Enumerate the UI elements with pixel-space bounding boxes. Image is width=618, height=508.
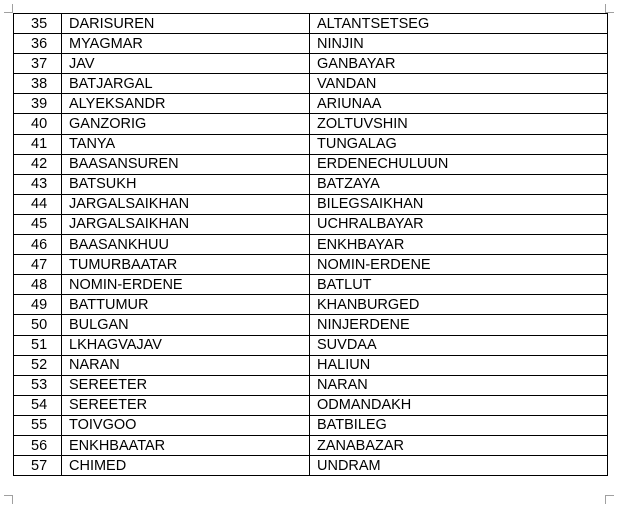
row-number-cell[interactable]: 52 [14,355,62,375]
table-row [14,194,608,214]
row-number-cell[interactable]: 50 [14,315,62,335]
first-name-cell[interactable]: BAASANKHUU [62,235,310,255]
second-name-cell[interactable]: HALIUN [310,355,608,375]
first-name-cell[interactable]: SEREETER [62,395,310,415]
second-name-cell[interactable]: ENKHBAYAR [310,235,608,255]
table-row [14,435,608,455]
row-number-cell[interactable]: 53 [14,375,62,395]
first-name-cell[interactable]: NOMIN-ERDENE [62,275,310,295]
row-number-cell[interactable]: 44 [14,194,62,214]
page-corner-mark-bottom-right [605,495,614,504]
table-row [14,34,608,54]
first-name-cell[interactable]: BATJARGAL [62,74,310,94]
first-name-cell[interactable]: BATSUKH [62,174,310,194]
table-row [14,295,608,315]
first-name-cell[interactable]: JARGALSAIKHAN [62,214,310,234]
first-name-cell[interactable]: LKHAGVAJAV [62,335,310,355]
names-table-body [14,14,608,476]
table-row [14,335,608,355]
table-row [14,415,608,435]
table-row [14,214,608,234]
first-name-cell[interactable]: BULGAN [62,315,310,335]
second-name-cell[interactable]: SUVDAA [310,335,608,355]
first-name-cell[interactable]: JAV [62,54,310,74]
first-name-cell[interactable]: DARISUREN [62,14,310,34]
first-name-cell[interactable]: GANZORIG [62,114,310,134]
table-row [14,395,608,415]
second-name-cell[interactable]: UNDRAM [310,456,608,476]
first-name-cell[interactable]: BAASANSUREN [62,154,310,174]
table-row [14,114,608,134]
second-name-cell[interactable]: BATBILEG [310,415,608,435]
table-row [14,174,608,194]
row-number-cell[interactable]: 39 [14,94,62,114]
second-name-cell[interactable]: ERDENECHULUUN [310,154,608,174]
first-name-cell[interactable]: ENKHBAATAR [62,435,310,455]
row-number-cell[interactable]: 43 [14,174,62,194]
table-row [14,54,608,74]
table-row [14,275,608,295]
row-number-cell[interactable]: 56 [14,435,62,455]
first-name-cell[interactable]: TANYA [62,134,310,154]
row-number-cell[interactable]: 55 [14,415,62,435]
second-name-cell[interactable]: ZANABAZAR [310,435,608,455]
row-number-cell[interactable]: 41 [14,134,62,154]
row-number-cell[interactable]: 48 [14,275,62,295]
second-name-cell[interactable]: NOMIN-ERDENE [310,255,608,275]
row-number-cell[interactable]: 51 [14,335,62,355]
table-row [14,14,608,34]
table-row [14,94,608,114]
page-corner-mark-top-left [4,4,13,13]
page-corner-mark-top-right [605,4,614,13]
row-number-cell[interactable]: 42 [14,154,62,174]
page-corner-mark-bottom-left [4,495,13,504]
row-number-cell[interactable]: 49 [14,295,62,315]
second-name-cell[interactable]: TUNGALAG [310,134,608,154]
table-row [14,456,608,476]
row-number-cell[interactable]: 45 [14,214,62,234]
table-row [14,315,608,335]
table-row [14,355,608,375]
row-number-cell[interactable]: 35 [14,14,62,34]
first-name-cell[interactable]: JARGALSAIKHAN [62,194,310,214]
second-name-cell[interactable]: KHANBURGED [310,295,608,315]
row-number-cell[interactable]: 40 [14,114,62,134]
first-name-cell[interactable]: CHIMED [62,456,310,476]
first-name-cell[interactable]: ALYEKSANDR [62,94,310,114]
second-name-cell[interactable]: ARIUNAA [310,94,608,114]
row-number-cell[interactable]: 38 [14,74,62,94]
table-row [14,255,608,275]
table-row [14,235,608,255]
table-row [14,154,608,174]
second-name-cell[interactable]: BILEGSAIKHAN [310,194,608,214]
first-name-cell[interactable]: SEREETER [62,375,310,395]
first-name-cell[interactable]: MYAGMAR [62,34,310,54]
first-name-cell[interactable]: TOIVGOO [62,415,310,435]
second-name-cell[interactable]: NARAN [310,375,608,395]
second-name-cell[interactable]: VANDAN [310,74,608,94]
second-name-cell[interactable]: GANBAYAR [310,54,608,74]
second-name-cell[interactable]: ZOLTUVSHIN [310,114,608,134]
second-name-cell[interactable]: UCHRALBAYAR [310,214,608,234]
first-name-cell[interactable]: BATTUMUR [62,295,310,315]
table-row [14,134,608,154]
names-table [13,13,608,476]
row-number-cell[interactable]: 54 [14,395,62,415]
table-row [14,74,608,94]
second-name-cell[interactable]: NINJIN [310,34,608,54]
row-number-cell[interactable]: 37 [14,54,62,74]
second-name-cell[interactable]: BATLUT [310,275,608,295]
second-name-cell[interactable]: ALTANTSETSEG [310,14,608,34]
row-number-cell[interactable]: 46 [14,235,62,255]
row-number-cell[interactable]: 36 [14,34,62,54]
row-number-cell[interactable]: 47 [14,255,62,275]
table-row [14,375,608,395]
first-name-cell[interactable]: NARAN [62,355,310,375]
row-number-cell[interactable]: 57 [14,456,62,476]
second-name-cell[interactable]: ODMANDAKH [310,395,608,415]
second-name-cell[interactable]: NINJERDENE [310,315,608,335]
second-name-cell[interactable]: BATZAYA [310,174,608,194]
first-name-cell[interactable]: TUMURBAATAR [62,255,310,275]
